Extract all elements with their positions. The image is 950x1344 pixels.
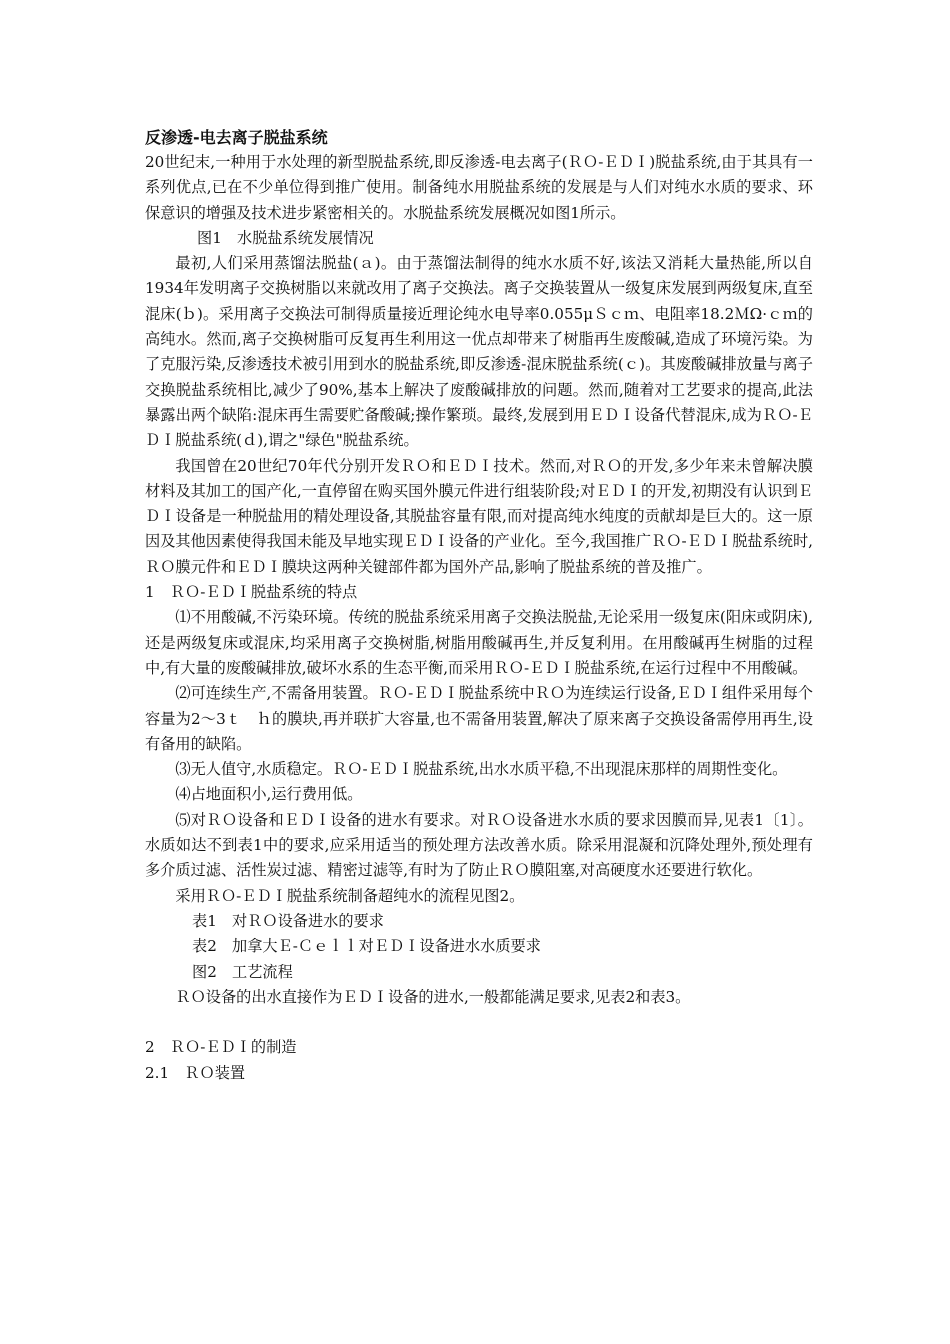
- blank-line: [145, 1010, 813, 1035]
- feature-4-paragraph: ⑷占地面积小,运行费用低。: [175, 785, 363, 804]
- section-2-1-heading: 2.1 ＲＯ装置: [145, 1063, 246, 1082]
- feature-5-paragraph: ⑸对ＲＯ设备和ＥＤＩ设备的进水有要求。对ＲＯ设备进水水质的要求因膜而异,见表1〔1〕。水质如达不到表1中的要求,应采用适当的预处理方法改善水质。除采用混凝和沉降处理外,预处理有多介质过滤、活性炭过滤、精密过滤等,有时为了防止ＲＯ膜阻塞,对高硬度水还要进行软化。: [145, 810, 813, 880]
- history-paragraph: 最初,人们采用蒸馏法脱盐(ａ)。由于蒸馏法制得的纯水水质不好,该法又消耗大量热能,所以自1934年发明离子交换树脂以来就改用了离子交换法。离子交换装置从一级复床发展到两级复床,直至混床(ｂ)。采用离子交换法可制得质量接近理论纯水电导率0.055μＳｃｍ、电阻率18.2ＭΩ·ｃｍ的高纯水。然而,离子交换树脂可反复再生利用这一优点却带来了树脂再生废酸碱,造成了环境污染。为了克服污染,反渗透技术被引用到水的脱盐系统,即反渗透-混床脱盐系统(ｃ)。其废酸碱排放量与离子交换脱盐系统相比,减少了90%,基本上解决了废酸碱排放的问题。然而,随着对工艺要求的提高,此法暴露出两个缺陷:混床再生需要贮备酸碱;操作繁琐。最终,发展到用ＥＤＩ设备代替混床,成为ＲＯ-ＥＤＩ脱盐系统(ｄ),谓之"绿色"脱盐系统。: [145, 254, 813, 450]
- flow-intro-paragraph: 采用ＲＯ-ＥＤＩ脱盐系统制备超纯水的流程见图2。: [175, 886, 525, 905]
- feature-3-paragraph: ⑶无人值守,水质稳定。ＲＯ-ＥＤＩ脱盐系统,出水水质平稳,不出现混床那样的周期性变化。: [175, 760, 788, 779]
- intro-paragraph: 20世纪末,一种用于水处理的新型脱盐系统,即反渗透-电去离子(ＲＯ-ＥＤＩ)脱盐系统,由于其具有一系列优点,已在不少单位得到推广使用。制备纯水用脱盐系统的发展是与人们对纯水水质的要求、环保意识的增强及技术进步紧密相关的。水脱盐系统发展概况如图1所示。: [145, 153, 813, 222]
- ro-output-paragraph: ＲＯ设备的出水直接作为ＥＤＩ设备的进水,一般都能满足要求,见表2和表3。: [175, 987, 691, 1006]
- document-title: 反渗透-电去离子脱盐系统: [145, 128, 328, 147]
- figure-2-caption: 图2 工艺流程: [192, 962, 293, 981]
- table-1-caption: 表1 对ＲＯ设备进水的要求: [192, 911, 384, 930]
- figure-1-caption: 图1 水脱盐系统发展情况: [197, 228, 374, 247]
- document-page: [145, 125, 813, 1086]
- feature-2-paragraph: ⑵可连续生产,不需备用装置。ＲＯ-ＥＤＩ脱盐系统中ＲＯ为连续运行设备,ＥＤＩ组件采用每个容量为2～3ｔ ｈ的膜块,再并联扩大容量,也不需备用装置,解决了原来离子交换设备需停用再生,设有备用的缺陷。: [145, 684, 813, 753]
- feature-1-paragraph: ⑴不用酸碱,不污染环境。传统的脱盐系统采用离子交换法脱盐,无论采用一级复床(阳床或阴床),还是两级复床或混床,均采用离子交换树脂,树脂用酸碱再生,并反复利用。在用酸碱再生树脂的过程中,有大量的废酸碱排放,破坏水系的生态平衡,而采用ＲＯ-ＥＤＩ脱盐系统,在运行过程中不用酸碱。: [145, 608, 813, 677]
- section-1-heading: 1 ＲＯ-ＥＤＩ脱盐系统的特点: [145, 583, 358, 602]
- table-2-caption: 表2 加拿大Ｅ-Ｃｅｌｌ对ＥＤＩ设备进水水质要求: [192, 937, 541, 956]
- section-2-heading: 2 ＲＯ-ＥＤＩ的制造: [145, 1038, 297, 1057]
- china-paragraph: 我国曾在20世纪70年代分别开发ＲＯ和ＥＤＩ技术。然而,对ＲＯ的开发,多少年来未曾解决膜材料及其加工的国产化,一直停留在购买国外膜元件进行组装阶段;对ＥＤＩ的开发,初期没有认识到ＥＤＩ设备是一种脱盐用的精处理设备,其脱盐容量有限,而对提高纯水纯度的贡献却是巨大的。这一原因及其他因素使得我国未能及早地实现ＥＤＩ设备的产业化。至今,我国推广ＲＯ-ＥＤＩ脱盐系统时,ＲＯ膜元件和ＥＤＩ膜块这两种关键部件都为国外产品,影响了脱盐系统的普及推广。: [145, 456, 813, 576]
